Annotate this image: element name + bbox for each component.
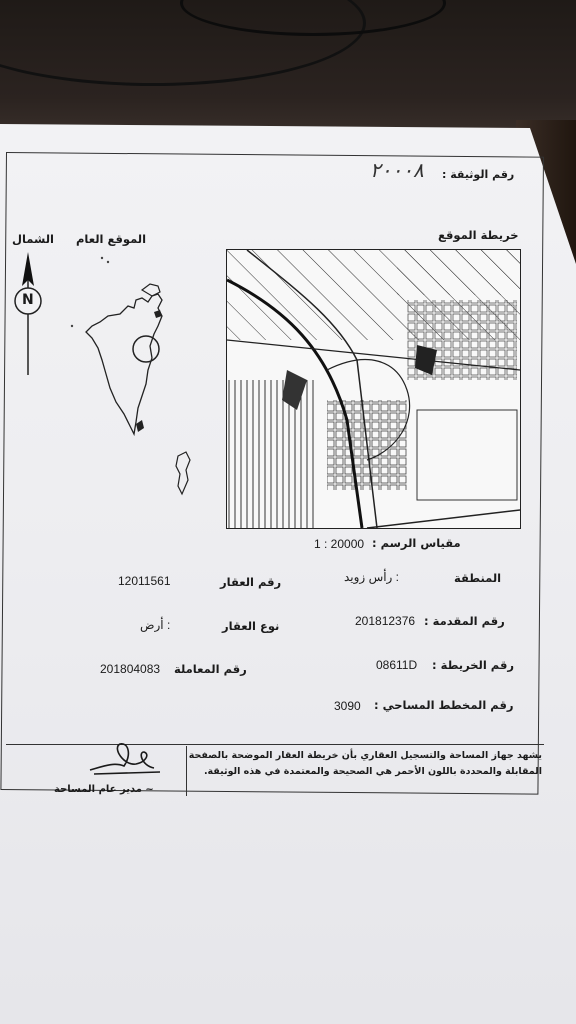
north-label: الشمال (12, 232, 54, 246)
application-number-label: رقم المقدمة : (424, 614, 505, 628)
country-outline-map (62, 256, 212, 506)
location-circle (133, 336, 159, 362)
survey-plan-value: 3090 (334, 699, 361, 713)
footer-column-divider (186, 746, 187, 796)
property-number-label: رقم العقار (220, 575, 282, 589)
certification-line-1: يشهد جهاز المساحة والتسجيل العقاري بأن خريطة العقار الموضحة بالصفحة (188, 750, 542, 761)
islet-dot (107, 261, 109, 263)
islet-dot (71, 325, 73, 327)
islet-dot (101, 257, 103, 259)
doc-number-value: ٢٠٠٠٨ (370, 158, 424, 182)
application-number-value: 201812376 (355, 614, 416, 628)
scale-label: مقياس الرسم : (372, 536, 461, 550)
map-number-value: 08611D (376, 658, 418, 672)
southern-tip-mark (136, 420, 144, 432)
open-plot (417, 410, 517, 500)
certification-line-2: المقابلة والمحددة باللون الأحمر هي الصحيحة والمعتمدة في هذه الوثيقة. (203, 766, 542, 777)
island-mark (154, 310, 162, 318)
property-type-label: نوع العقار (222, 619, 280, 633)
general-location-label: الموقع العام (76, 232, 147, 246)
hawar-islands-outline (176, 452, 190, 494)
property-number-value: 12011561 (118, 574, 171, 588)
scale-value: 1 : 20000 (314, 537, 365, 551)
signature (84, 736, 164, 780)
property-type-value: : أرض (140, 618, 171, 632)
map-number-label: رقم الخريطة : (432, 658, 514, 672)
hatched-zone (397, 250, 520, 295)
area-label: المنطقة (454, 571, 502, 585)
area-value: : رأس زويد (344, 570, 400, 584)
site-map (226, 249, 521, 529)
north-arrow-icon (10, 250, 46, 380)
survey-plan-label: رقم المخطط المساحي : (374, 698, 514, 712)
site-map-drawing (227, 250, 520, 528)
north-letter: N (22, 292, 34, 308)
site-map-label: خريطة الموقع (438, 228, 519, 242)
transaction-number-value: 201804083 (100, 662, 161, 676)
signatory-title: ~ مدير عام المساحة (54, 784, 154, 795)
parcel-strips (227, 380, 317, 528)
main-island-outline (86, 294, 162, 434)
road (367, 510, 520, 528)
signature-stroke (90, 744, 160, 774)
transaction-number-label: رقم المعاملة (174, 662, 247, 676)
doc-number-label: رقم الوثيقة : (442, 168, 515, 181)
